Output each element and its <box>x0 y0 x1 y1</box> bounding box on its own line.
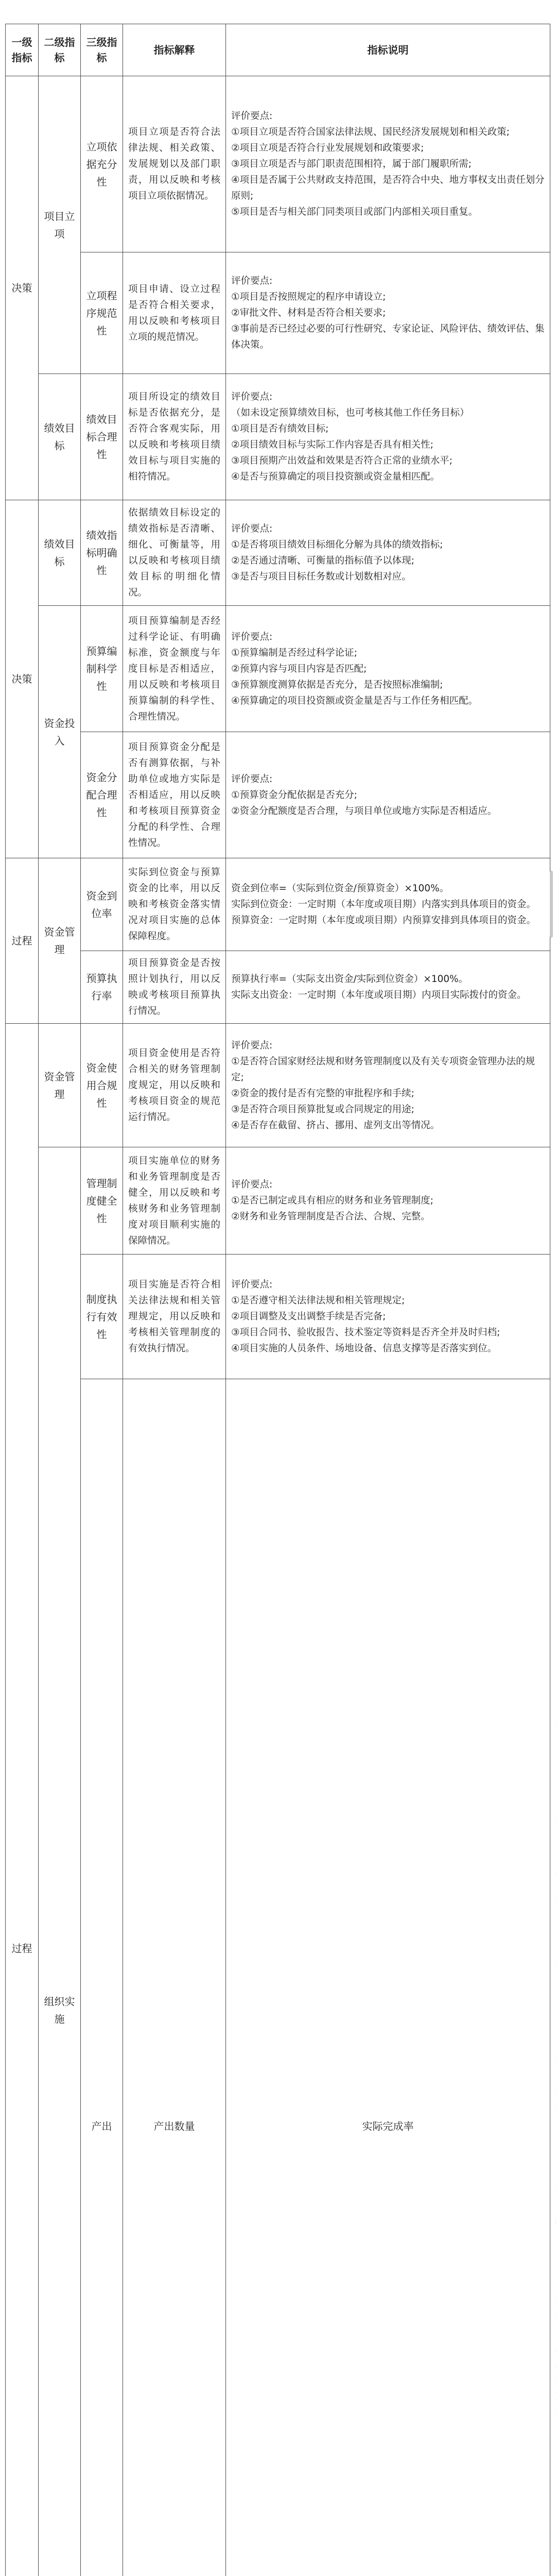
description-line: ⑤项目是否与相关部门同类项目或部门内部相关项目重复。 <box>231 204 545 220</box>
description-line: ②项目绩效目标与实际工作内容是否具有相关性; <box>231 437 545 453</box>
cell-level3: 资金使用合规性 <box>81 1024 123 1147</box>
description-line: ④是否存在截留、挤占、挪用、虚列支出等情况。 <box>231 1117 545 1133</box>
cell-explanation: 项目资金使用是否符合相关的财务管理制度规定，用以反映和考核项目资金的规范运行情况。 <box>123 1024 226 1147</box>
table-row <box>6 732 550 858</box>
cell-level3: 预算执行率 <box>81 951 123 1024</box>
description-line: 评价要点: <box>231 1277 545 1293</box>
description-line: ③项目合同书、验收报告、技术鉴定等资料是否齐全并及时归档; <box>231 1325 545 1341</box>
description-line: 评价要点: <box>231 273 545 289</box>
description-line: ①是否已制定或具有相应的财务和业务管理制度; <box>231 1193 545 1209</box>
description-line: ③预算额度测算依据是否充分，是否按照标准编制; <box>231 677 545 693</box>
table-row <box>6 1255 550 1379</box>
cell-level2: 资金投入 <box>39 606 81 858</box>
table-row <box>6 76 550 252</box>
cell-explanation: 实际到位资金与预算资金的比率，用以反映和考核资金落实情况对项目实施的总体保障程度。 <box>123 858 226 951</box>
description-line: 预算资金：一定时期（本年度或项目期）内预算安排到具体项目的资金。 <box>231 912 545 928</box>
cell-level3: 资金到位率 <box>81 858 123 951</box>
description-line: 实际到位资金：一定时期（本年度或项目期）内落实到具体项目的资金。 <box>231 896 545 912</box>
description-line: 评价要点: <box>231 629 545 645</box>
description-line: （如未设定预算绩效目标，也可考核其他工作任务目标） <box>231 405 545 421</box>
cell-description <box>226 1147 550 1255</box>
cell-level1: 产出 <box>81 1379 123 2576</box>
cell-level2: 绩效目标 <box>39 374 81 500</box>
cell-description <box>226 858 550 951</box>
header-level1: 一级指标 <box>6 24 39 76</box>
description-line: ②项目立项是否符合行业发展规划和政策要求; <box>231 140 545 156</box>
header-level3: 三级指标 <box>81 24 123 76</box>
description-line: 评价要点: <box>231 771 545 787</box>
table-row <box>6 374 550 500</box>
header-level2: 二级指标 <box>39 24 81 76</box>
description-line: ③是否符合项目预算批复或合同规定的用途; <box>231 1101 545 1117</box>
scrollbar[interactable] <box>550 871 553 938</box>
description-line: ①预算编制是否经过科学论证; <box>231 645 545 661</box>
cell-level3: 立项依据充分性 <box>81 76 123 252</box>
cell-level1: 过程 <box>6 858 39 1024</box>
description-line: ①项目是否按照规定的程序申请设立; <box>231 289 545 305</box>
description-line: 评价要点: <box>231 108 545 124</box>
table-row <box>6 858 550 951</box>
table-row <box>6 1147 550 1255</box>
cell-explanation: 项目预算资金是否按照计划执行，用以反映或考核项目预算执行情况。 <box>123 951 226 1024</box>
cell-level3: 绩效指标明确性 <box>81 500 123 606</box>
description-line: ④项目是否属于公共财政支持范围，是否符合中央、地方事权支出责任划分原则; <box>231 172 545 204</box>
description-line: 预算执行率=（实际支出资金/实际到位资金）×100%。 <box>231 971 545 987</box>
cell-description <box>226 252 550 374</box>
table-body <box>6 76 550 2576</box>
description-line: ③事前是否已经过必要的可行性研究、专家论证、风险评估、绩效评估、集体决策。 <box>231 321 545 353</box>
description-line: ②财务和业务管理制度是否合法、合规、完整。 <box>231 1209 545 1225</box>
cell-explanation: 项目所设定的绩效目标是否依据充分，是否符合客观实际，用以反映和考核项目绩效目标与项目实施的相符情况。 <box>123 374 226 500</box>
description-line: ②是否通过清晰、可衡量的指标值予以体现; <box>231 553 545 569</box>
table-row <box>6 951 550 1024</box>
description-line: ④项目实施的人员条件、场地设备、信息支撑等是否落实到位。 <box>231 1341 545 1357</box>
header-description: 指标说明 <box>226 24 550 76</box>
cell-level3: 立项程序规范性 <box>81 252 123 374</box>
cell-level2: 绩效目标 <box>39 500 81 606</box>
cell-level2: 资金管理 <box>39 1024 81 1147</box>
table-row <box>6 500 550 606</box>
description-line: 实际支出资金：一定时期（本年度或项目期）内项目实际拨付的资金。 <box>231 987 545 1003</box>
cell-description <box>226 1255 550 1379</box>
description-line: ③是否与项目目标任务数或计划数相对应。 <box>231 569 545 585</box>
description-line: 评价要点: <box>231 389 545 405</box>
table-row <box>6 606 550 732</box>
cell-level2: 产出数量 <box>123 1379 226 2576</box>
cell-level1: 决策 <box>6 500 39 858</box>
cell-level3: 实际完成率 <box>226 1379 550 2576</box>
description-line: ②资金分配额度是否合理，与项目单位或地方实际是否相适应。 <box>231 803 545 819</box>
cell-explanation: 项目实施单位的财务和业务管理制度是否健全，用以反映和考核财务和业务管理制度对项目顺利实施的保障情况。 <box>123 1147 226 1255</box>
cell-level3: 资金分配合理性 <box>81 732 123 858</box>
description-line: ①预算资金分配依据是否充分; <box>231 787 545 803</box>
table-row <box>6 252 550 374</box>
cell-description <box>226 606 550 732</box>
cell-level3: 预算编制科学性 <box>81 606 123 732</box>
description-line: 资金到位率=（实际到位资金/预算资金）×100%。 <box>231 880 545 896</box>
description-line: 评价要点: <box>231 521 545 537</box>
cell-level3: 制度执行有效性 <box>81 1255 123 1379</box>
cell-explanation: 项目实施是否符合相关法律法规和相关管理规定，用以反映和考核相关管理制度的有效执行情况。 <box>123 1255 226 1379</box>
table-row <box>6 1379 550 2576</box>
table-header-row <box>6 24 550 76</box>
description-line: ④是否与预算确定的项目投资额或资金量相匹配。 <box>231 469 545 485</box>
cell-level2: 资金管理 <box>39 858 81 1024</box>
description-line: ③项目立项是否与部门职责范围相符，属于部门履职所需; <box>231 156 545 172</box>
description-line: ①是否将项目绩效目标细化分解为具体的绩效指标; <box>231 537 545 553</box>
cell-description <box>226 76 550 252</box>
cell-level3: 绩效目标合理性 <box>81 374 123 500</box>
cell-description <box>226 951 550 1024</box>
cell-explanation: 依据绩效目标设定的绩效指标是否清晰、细化、可衡量等，用以反映和考核项目绩效目标的明细化情况。 <box>123 500 226 606</box>
table-row <box>6 1024 550 1147</box>
description-line: 评价要点: <box>231 1038 545 1054</box>
cell-description <box>226 500 550 606</box>
description-line: ②项目调整及支出调整手续是否完备; <box>231 1309 545 1325</box>
description-line: ③项目预期产出效益和效果是否符合正常的业绩水平; <box>231 453 545 469</box>
cell-description <box>226 1024 550 1147</box>
cell-level2: 组织实施 <box>39 1147 81 2576</box>
cell-explanation: 项目申请、设立过程是否符合相关要求，用以反映和考核项目立项的规范情况。 <box>123 252 226 374</box>
description-line: ①是否遵守相关法律法规和相关管理规定; <box>231 1293 545 1309</box>
description-line: ②预算内容与项目内容是否匹配; <box>231 661 545 677</box>
description-line: ①项目是否有绩效目标; <box>231 421 545 437</box>
cell-explanation: 项目预算资金分配是否有测算依据，与补助单位或地方实际是否相适应，用以反映和考核项目预算资金分配的科学性、合理性情况。 <box>123 732 226 858</box>
cell-level1: 决策 <box>6 76 39 500</box>
cell-description <box>226 374 550 500</box>
description-line: ④预算确定的项目投资额或资金量是否与工作任务相匹配。 <box>231 693 545 709</box>
description-line: 评价要点: <box>231 1177 545 1193</box>
cell-level3: 管理制度健全性 <box>81 1147 123 1255</box>
header-explanation: 指标解释 <box>123 24 226 76</box>
cell-level2: 项目立项 <box>39 76 81 374</box>
cell-level1: 过程 <box>6 1024 39 2576</box>
indicator-table <box>5 24 550 2576</box>
description-line: ②资金的拨付是否有完整的审批程序和手续; <box>231 1086 545 1101</box>
cell-explanation: 项目预算编制是否经过科学论证、有明确标准，资金额度与年度目标是否相适应，用以反映和考核项目预算编制的科学性、合理性情况。 <box>123 606 226 732</box>
cell-description <box>226 732 550 858</box>
description-line: ①项目立项是否符合国家法律法规、国民经济发展规划和相关政策; <box>231 124 545 140</box>
cell-explanation: 项目立项是否符合法律法规、相关政策、发展规划以及部门职责，用以反映和考核项目立项依据情况。 <box>123 76 226 252</box>
description-line: ②审批文件、材料是否符合相关要求; <box>231 305 545 321</box>
description-line: ①是否符合国家财经法规和财务管理制度以及有关专项资金管理办法的规定; <box>231 1054 545 1086</box>
